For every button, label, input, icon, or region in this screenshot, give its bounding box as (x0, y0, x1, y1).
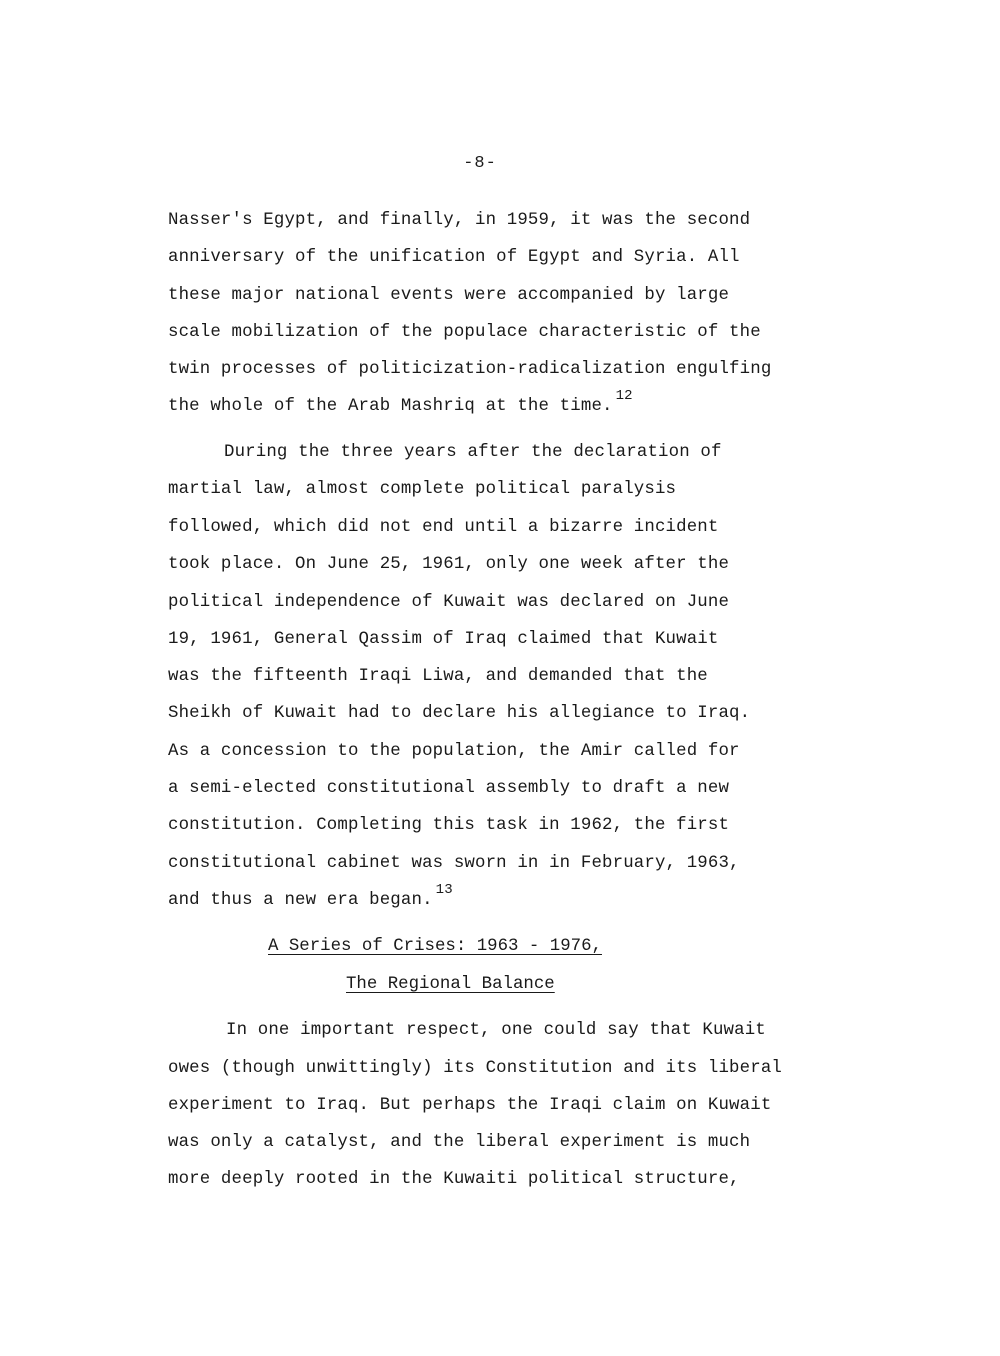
text-line: more deeply rooted in the Kuwaiti political structure, (168, 1170, 740, 1189)
text-line: anniversary of the unification of Egypt and Syria. All (168, 248, 740, 267)
footnote-marker: 12 (615, 388, 633, 404)
text-line: Nasser's Egypt, and finally, in 1959, it was the second (168, 211, 751, 230)
page-number: -8- (463, 154, 497, 173)
text-line: constitutional cabinet was sworn in in February, 1963, (168, 854, 740, 873)
section-heading-line-2: The Regional Balance (346, 975, 555, 994)
text-line: and thus a new era began. (168, 891, 433, 910)
text-line: was only a catalyst, and the liberal experiment is much (168, 1133, 751, 1152)
text-line: constitution. Completing this task in 1962, the first (168, 816, 730, 835)
text-line: these major national events were accompanied by large (168, 286, 730, 305)
text-line: political independence of Kuwait was declared on June (168, 593, 730, 612)
text-line: followed, which did not end until a bizarre incident (168, 518, 719, 537)
text-line: was the fifteenth Iraqi Liwa, and demanded that the (168, 667, 708, 686)
text-line: 19, 1961, General Qassim of Iraq claimed that Kuwait (168, 630, 719, 649)
text-line: As a concession to the population, the Amir called for (168, 742, 740, 761)
text-line: a semi-elected constitutional assembly to draft a new (168, 779, 730, 798)
text-line: Sheikh of Kuwait had to declare his allegiance to Iraq. (168, 704, 751, 723)
text-line: took place. On June 25, 1961, only one week after the (168, 555, 730, 574)
text-line: In one important respect, one could say that Kuwait (226, 1021, 766, 1040)
text-line: owes (though unwittingly) its Constitution and its liberal (168, 1059, 782, 1078)
text-line: twin processes of politicization-radicalization engulfing (168, 360, 772, 379)
text-line: experiment to Iraq. But perhaps the Iraqi claim on Kuwait (168, 1096, 772, 1115)
text-line: the whole of the Arab Mashriq at the time. (168, 397, 613, 416)
text-line: scale mobilization of the populace characteristic of the (168, 323, 761, 342)
section-heading-line-1: A Series of Crises: 1963 - 1976, (268, 937, 602, 956)
text-line: martial law, almost complete political paralysis (168, 480, 677, 499)
footnote-marker: 13 (435, 882, 453, 898)
text-line-with-footnote (168, 882, 453, 913)
text-line: During the three years after the declaration of (224, 443, 722, 462)
text-line-with-footnote (168, 388, 633, 419)
